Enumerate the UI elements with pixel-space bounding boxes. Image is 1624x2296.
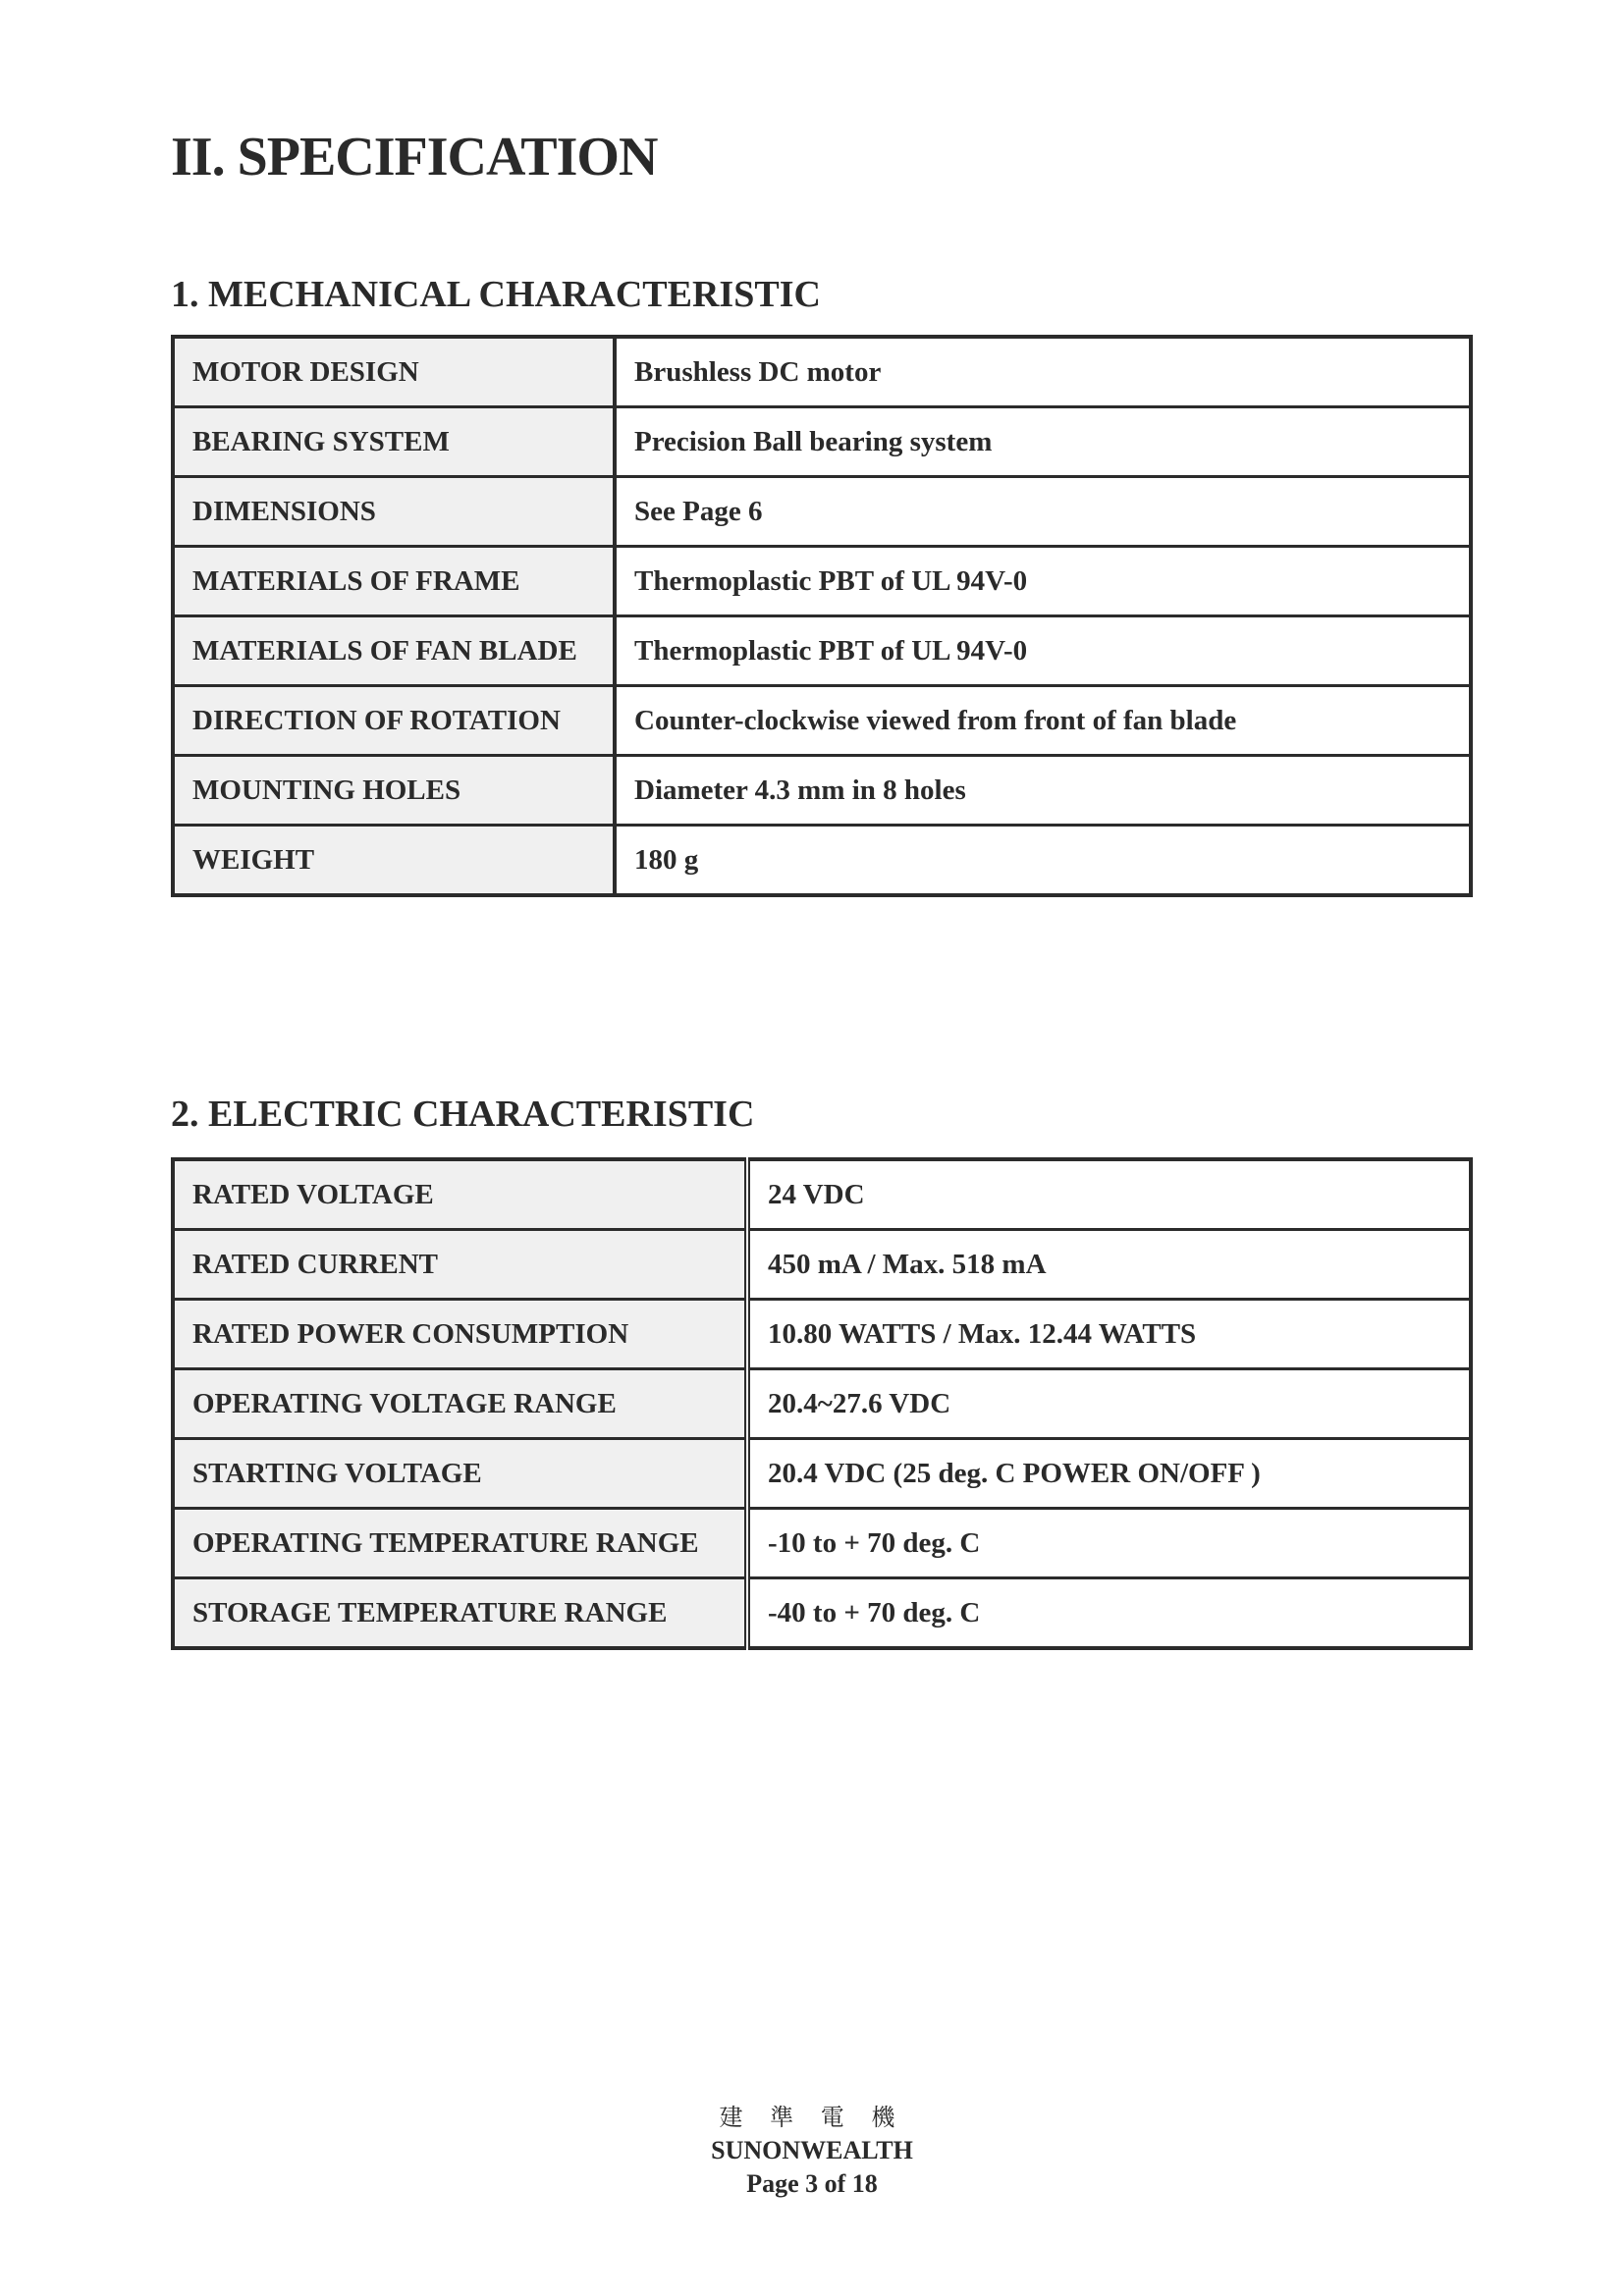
mechanical-spec-table — [171, 335, 1473, 897]
spec-value: -40 to + 70 deg. C — [747, 1578, 1471, 1649]
table-row — [173, 477, 1471, 547]
spec-value: Thermoplastic PBT of UL 94V-0 — [615, 616, 1471, 686]
spec-value: -10 to + 70 deg. C — [747, 1509, 1471, 1578]
spec-value: 20.4 VDC (25 deg. C POWER ON/OFF ) — [747, 1439, 1471, 1509]
spec-label: RATED POWER CONSUMPTION — [173, 1300, 747, 1369]
spec-value: 450 mA / Max. 518 mA — [747, 1230, 1471, 1300]
electric-spec-table — [171, 1157, 1473, 1650]
company-name-chinese: 建 準 電 機 — [719, 2104, 905, 2131]
spec-value: 20.4~27.6 VDC — [747, 1369, 1471, 1439]
spec-label: BEARING SYSTEM — [173, 407, 615, 477]
table-row — [173, 407, 1471, 477]
table-row — [173, 826, 1471, 896]
spec-value: Diameter 4.3 mm in 8 holes — [615, 756, 1471, 826]
spec-label: WEIGHT — [173, 826, 615, 896]
table-row — [173, 1159, 1471, 1230]
spec-label: MOTOR DESIGN — [173, 337, 615, 407]
table-row — [173, 1369, 1471, 1439]
spec-value: 10.80 WATTS / Max. 12.44 WATTS — [747, 1300, 1471, 1369]
table-row — [173, 1578, 1471, 1649]
page-title: II. SPECIFICATION — [171, 127, 658, 187]
page-footer — [0, 2101, 1624, 2201]
table-row — [173, 756, 1471, 826]
table-row — [173, 1230, 1471, 1300]
table-row — [173, 1509, 1471, 1578]
spec-label: STORAGE TEMPERATURE RANGE — [173, 1578, 747, 1649]
spec-label: DIRECTION OF ROTATION — [173, 686, 615, 756]
table-row — [173, 1300, 1471, 1369]
electric-section-title: 2. ELECTRIC CHARACTERISTIC — [171, 1094, 755, 1135]
spec-label: MOUNTING HOLES — [173, 756, 615, 826]
spec-label: MATERIALS OF FAN BLADE — [173, 616, 615, 686]
table-row — [173, 1439, 1471, 1509]
table-row — [173, 686, 1471, 756]
page-number: Page 3 of 18 — [746, 2169, 878, 2198]
mechanical-section-title: 1. MECHANICAL CHARACTERISTIC — [171, 274, 821, 315]
spec-label: OPERATING VOLTAGE RANGE — [173, 1369, 747, 1439]
spec-label: RATED CURRENT — [173, 1230, 747, 1300]
spec-label: STARTING VOLTAGE — [173, 1439, 747, 1509]
spec-value: Counter-clockwise viewed from front of fan blade — [615, 686, 1471, 756]
spec-label: OPERATING TEMPERATURE RANGE — [173, 1509, 747, 1578]
spec-value: Brushless DC motor — [615, 337, 1471, 407]
spec-label: RATED VOLTAGE — [173, 1159, 747, 1230]
spec-label: DIMENSIONS — [173, 477, 615, 547]
spec-value: Thermoplastic PBT of UL 94V-0 — [615, 547, 1471, 616]
spec-value: 24 VDC — [747, 1159, 1471, 1230]
table-row — [173, 547, 1471, 616]
spec-value: Precision Ball bearing system — [615, 407, 1471, 477]
spec-label: MATERIALS OF FRAME — [173, 547, 615, 616]
spec-value: 180 g — [615, 826, 1471, 896]
spec-value: See Page 6 — [615, 477, 1471, 547]
table-row — [173, 616, 1471, 686]
company-name: SUNONWEALTH — [711, 2136, 913, 2164]
table-row — [173, 337, 1471, 407]
